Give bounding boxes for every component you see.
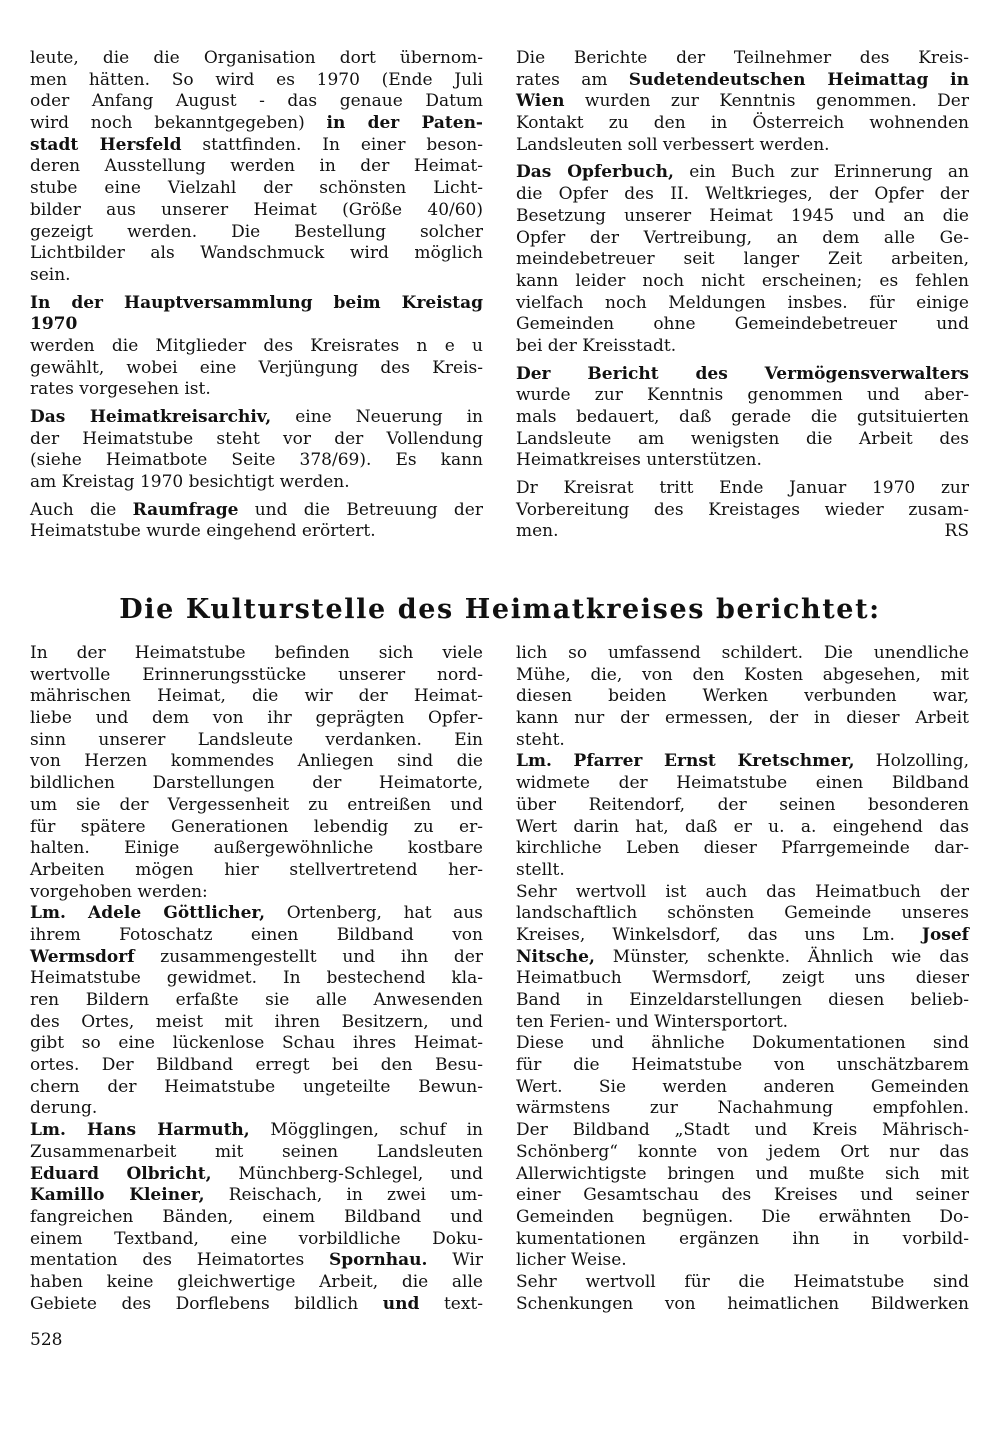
text: Heimatkreises unterstützen. [516, 450, 762, 471]
paragraph [30, 1120, 483, 1315]
text-line [516, 1120, 969, 1142]
bold-text: Kamillo Kleiner, [30, 1185, 205, 1206]
text: zusammengestellt und ihn der [134, 946, 483, 967]
paragraph [516, 162, 969, 357]
text-line [30, 429, 483, 451]
text-line [516, 1229, 969, 1251]
bold-text: Lm. Adele Göttlicher, [30, 903, 266, 924]
text: Reischach, in zwei um- [204, 1185, 484, 1206]
text: rates vorgesehen ist. [30, 379, 211, 400]
text: Heimatstube wurde eingehend erörtert. [30, 521, 376, 542]
text-line [516, 773, 969, 795]
text: text- [419, 1293, 483, 1314]
text: Wert darin hat, daß er u. a. eingehend das [516, 816, 969, 837]
text: chern der Heimatstube ungeteilte Bewun- [30, 1076, 483, 1097]
text-line [30, 795, 483, 817]
text: leute, die die Organisation dort übernom- [30, 48, 483, 68]
text: steht. [516, 729, 565, 750]
text: Opfer der Vertreibung, an dem alle Ge- [516, 227, 969, 248]
text-line [516, 48, 969, 70]
bold-text: Lm. Pfarrer Ernst Kretschmer, [516, 751, 855, 772]
text-line [30, 1164, 483, 1186]
text-line [30, 1294, 483, 1316]
text-line [516, 162, 969, 184]
text-line [30, 1185, 483, 1207]
text: derung. [30, 1098, 98, 1119]
text: deren Ausstellung werden in der Heimat- [30, 156, 483, 177]
text-line [30, 379, 483, 401]
bottom-left-column [30, 643, 483, 1315]
text: mals bedauert, daß gerade die gutsituierten [516, 407, 969, 427]
text-line [30, 1033, 483, 1055]
paragraph [516, 882, 969, 1034]
text-line [516, 206, 969, 228]
text-line [30, 1012, 483, 1034]
text-line [516, 1077, 969, 1099]
text-line [30, 358, 483, 380]
text-line [516, 521, 969, 543]
text: für die Heimatstube von unschätzbarem [516, 1055, 969, 1076]
text: Gemeinden begnügen. Die erwähnten Do- [516, 1206, 969, 1227]
text-line [30, 222, 483, 244]
text: Besetzung unserer Heimat 1945 und an die [516, 205, 969, 226]
text: wird noch bekanntgegeben) [30, 113, 327, 134]
text: sein. [30, 264, 71, 285]
text-line [516, 293, 969, 315]
bold-text: stadt Hersfeld [30, 134, 182, 155]
text: ten Ferien- und Wintersportort. [516, 1011, 789, 1032]
text-line [30, 751, 483, 773]
text-line [30, 882, 483, 904]
text-line [516, 364, 969, 386]
text: kirchliche Leben dieser Pfarrgemeinde dar- [516, 838, 969, 859]
text-line [516, 113, 969, 135]
text: Kontakt zu den in Österreich wohnenden [516, 113, 969, 134]
text-line [30, 1098, 483, 1120]
author-signature: RS [944, 521, 969, 542]
text-line [30, 1207, 483, 1229]
text: wertvolle Erinnerungsstücke unserer nord- [30, 664, 483, 685]
text: die Opfer des II. Weltkrieges, der Opfer der [516, 184, 969, 205]
text-line [516, 407, 969, 429]
text-line [30, 70, 483, 92]
text: licher Weise. [516, 1250, 627, 1271]
text-line [516, 968, 969, 990]
text: liebe und dem von ihr geprägten Opfer- [30, 708, 483, 729]
text: mährischen Heimat, die wir der Heimat- [30, 686, 483, 707]
text: Schönberg“ konnte von jedem Ort nur das [516, 1141, 969, 1162]
text: einer Gesamtschau des Kreises und seiner [516, 1185, 969, 1206]
text: der Heimatstube steht vor der Vollendung [30, 428, 483, 449]
text-line [30, 773, 483, 795]
text: wurde zur Kenntnis genommen und aber- [516, 385, 969, 406]
bold-text: Das Opferbuch, [516, 162, 674, 183]
text-line [516, 665, 969, 687]
text: am Kreistag 1970 besichtigt werden. [30, 472, 350, 493]
text-line [30, 947, 483, 969]
text-line [30, 407, 483, 429]
text-line [516, 1164, 969, 1186]
text-line [30, 1229, 483, 1251]
text: gezeigt werden. Die Bestellung solcher [30, 221, 483, 242]
text: Wir [427, 1250, 483, 1271]
text: stellt. [516, 859, 565, 880]
text-line [30, 472, 483, 494]
text: lich so umfassend schildert. Die unendliche [516, 643, 969, 663]
text-line [516, 429, 969, 451]
text: Zusammenarbeit mit seinen Landsleuten [30, 1141, 483, 1162]
text-line [516, 838, 969, 860]
text-line [516, 336, 969, 358]
text-line [30, 925, 483, 947]
text: Landsleuten soll verbessert werden. [516, 134, 830, 155]
text: Gemeinden ohne Gemeindebetreuer und [516, 314, 969, 335]
text: Der Bildband „Stadt und Kreis Mährisch- [516, 1120, 969, 1141]
text: Sehr wertvoll ist auch das Heimatbuch der [516, 881, 969, 902]
text: bilder aus unserer Heimat (Größe 40/60) [30, 199, 483, 220]
text-line [30, 1272, 483, 1294]
text: Auch die [30, 499, 133, 520]
text-line [30, 178, 483, 200]
text: Band in Einzeldarstellungen diesen belieb- [516, 990, 969, 1010]
text: einem Textband, eine vorbildliche Doku- [30, 1228, 483, 1249]
bold-text: Sudetendeutschen Heimattag in [628, 69, 969, 90]
bold-text: Der Bericht des Vermögensverwalters [516, 363, 969, 384]
paragraph [30, 903, 483, 1120]
text-line [30, 990, 483, 1012]
bold-text: Josef [921, 924, 969, 945]
text: In der Heimatstube befinden sich viele [30, 643, 483, 663]
text-line [516, 271, 969, 293]
top-left-column [30, 48, 483, 549]
text: und die Betreuung der [238, 499, 483, 520]
text-line [516, 817, 969, 839]
text-line [516, 730, 969, 752]
text-line [516, 882, 969, 904]
paragraph [516, 1033, 969, 1272]
text: widmete der Heimatstube einen Bildband [516, 773, 969, 794]
bold-text: Wermsdorf [30, 946, 135, 967]
text-line [516, 1185, 969, 1207]
text-line [516, 1012, 969, 1034]
text: ihrem Fotoschatz einen Bildband von [30, 924, 483, 945]
bold-text: 1970 [30, 314, 78, 335]
text-line [30, 200, 483, 222]
text: Allerwichtigste bringen und mußte sich mit [516, 1163, 969, 1184]
paragraph [30, 407, 483, 494]
text-line [516, 925, 969, 947]
text-line [516, 686, 969, 708]
text-line [516, 450, 969, 472]
text-line [30, 48, 483, 70]
text-line [30, 156, 483, 178]
text: werden die Mitglieder des Kreisrates n e u [30, 335, 483, 356]
bold-text: Eduard Olbricht, [30, 1163, 212, 1184]
text-line [30, 1077, 483, 1099]
text: fangreichen Bänden, einem Bildband und [30, 1206, 483, 1227]
text-line [516, 135, 969, 157]
bold-text: Lm. Hans Harmuth, [30, 1120, 250, 1141]
text-line [516, 1250, 969, 1272]
text: Münchberg-Schlegel, und [211, 1163, 483, 1184]
page-number: 528 [30, 1330, 63, 1350]
text: Schenkungen von heimatlichen Bildwerken [516, 1293, 969, 1314]
text-line [30, 314, 483, 336]
text: haben keine gleichwertige Arbeit, die alle [30, 1271, 483, 1292]
paragraph [516, 751, 969, 881]
text: kann nur der ermessen, der in dieser Arbeit [516, 708, 969, 729]
text-line [30, 968, 483, 990]
text-line [516, 903, 969, 925]
text-line [516, 1207, 969, 1229]
text: gewählt, wobei eine Verjüngung des Kreis- [30, 357, 483, 378]
text-line [516, 1098, 969, 1120]
text: ren Bildern erfaßte sie alle Anwesenden [30, 990, 483, 1010]
text-line [516, 500, 969, 522]
bold-text: und [382, 1293, 420, 1314]
text: Heimatbuch Wermsdorf, zeigt uns dieser [516, 968, 969, 989]
text-line [516, 70, 969, 92]
text: men. [516, 521, 559, 542]
text: Ortenberg, hat aus [265, 903, 483, 924]
bold-text: Wien [516, 91, 565, 112]
text: bildlichen Darstellungen der Heimatorte, [30, 773, 483, 794]
text: wurden zur Kenntnis genommen. Der [564, 91, 969, 112]
text-line [30, 730, 483, 752]
text-line [30, 113, 483, 135]
text-line [30, 817, 483, 839]
paragraph [516, 48, 969, 156]
text-line [30, 336, 483, 358]
paragraph [516, 364, 969, 472]
text: Kreises, Winkelsdorf, das uns Lm. [516, 924, 922, 945]
text-line [516, 1142, 969, 1164]
text-line [30, 500, 483, 522]
text: meindebetreuer seit langer Zeit arbeiten, [516, 249, 969, 270]
text: halten. Einige außergewöhnliche kostbare [30, 838, 483, 859]
text-line [516, 1272, 969, 1294]
bottom-right-column [516, 643, 969, 1315]
text: mentation des Heimatortes [30, 1250, 329, 1271]
text-line [516, 860, 969, 882]
text: oder Anfang August - das genaue Datum [30, 91, 483, 112]
paragraph [30, 643, 483, 903]
text: stube eine Vielzahl der schönsten Licht- [30, 178, 483, 199]
text: kann leider noch nicht erscheinen; es fehlen [516, 270, 969, 291]
paragraph [30, 48, 483, 287]
text-line [516, 990, 969, 1012]
text-line [516, 708, 969, 730]
paragraph [516, 643, 969, 751]
text: vorgehoben werden: [30, 881, 208, 902]
text: diesen beiden Werken verbunden war, [516, 686, 969, 707]
text-line [516, 314, 969, 336]
text: Mögglingen, schuf in [249, 1120, 484, 1141]
text-line [516, 947, 969, 969]
text-line [516, 385, 969, 407]
text-line [30, 665, 483, 687]
text-line [30, 91, 483, 113]
bold-text: In der Hauptversammlung beim Kreistag [30, 292, 483, 313]
text: um sie der Vergessenheit zu entreißen und [30, 794, 483, 815]
text: bei der Kreisstadt. [516, 335, 677, 356]
bold-text: Das Heimatkreisarchiv, [30, 407, 272, 427]
text: Gebiete des Dorflebens bildlich [30, 1293, 383, 1314]
text-line [516, 795, 969, 817]
text-line [516, 751, 969, 773]
text: Arbeiten mögen hier stellvertretend her- [30, 859, 483, 880]
text: men hätten. So wird es 1970 (Ende Juli [30, 69, 483, 90]
text-line [516, 1033, 969, 1055]
text: Münster, schenkte. Ähnlich wie das [594, 946, 969, 967]
text-line [30, 903, 483, 925]
text: landschaftlich schönsten Gemeinde unseres [516, 903, 969, 924]
text: Vorbereitung des Kreistages wieder zusam- [516, 499, 969, 520]
text-line [516, 249, 969, 271]
bold-text: Nitsche, [516, 946, 595, 967]
text-line [30, 243, 483, 265]
text: Landsleute am wenigsten die Arbeit des [516, 428, 969, 449]
text: für spätere Generationen lebendig zu er- [30, 816, 483, 837]
text: wärmstens zur Nachahmung empfohlen. [516, 1098, 969, 1119]
text: ortes. Der Bildband erregt bei den Besu- [30, 1055, 483, 1076]
text-line [30, 1142, 483, 1164]
text: Lichtbilder als Wandschmuck wird möglich [30, 243, 483, 264]
text-line [30, 1120, 483, 1142]
text: Diese und ähnliche Dokumentationen sind [516, 1033, 969, 1054]
text-line [516, 1294, 969, 1316]
text-line [516, 643, 969, 665]
text-line [30, 1250, 483, 1272]
text-line [516, 228, 969, 250]
text: eine Neuerung in [271, 407, 483, 427]
text: Sehr wertvoll für die Heimatstube sind [516, 1271, 969, 1292]
text: kumentationen ergänzen ihn in vorbild- [516, 1228, 969, 1249]
text-line [30, 265, 483, 287]
text: stattfinden. In einer beson- [181, 134, 483, 155]
text: über Reitendorf, der seinen besonderen [516, 794, 969, 815]
bold-text: Raumfrage [132, 499, 239, 520]
text-line [30, 860, 483, 882]
paragraph [516, 1272, 969, 1315]
text: Holzolling, [854, 751, 969, 772]
text: rates am [516, 69, 629, 90]
text: (siehe Heimatbote Seite 378/69). Es kann [30, 450, 483, 471]
text-line [516, 478, 969, 500]
text-line [516, 184, 969, 206]
text: sinn unserer Landsleute verdanken. Ein [30, 729, 483, 750]
text-line [30, 450, 483, 472]
text-line [30, 686, 483, 708]
text-line [30, 293, 483, 315]
section-heading: Die Kulturstelle des Heimatkreises berichtet: [119, 594, 881, 625]
text: ein Buch zur Erinnerung an [673, 162, 969, 183]
paragraph [516, 478, 969, 543]
bold-text: in der Paten- [326, 113, 483, 134]
text: Wert. Sie werden anderen Gemeinden [516, 1076, 969, 1097]
bold-text: Spornhau. [328, 1250, 428, 1271]
text: Die Berichte der Teilnehmer des Kreis- [516, 48, 969, 68]
text: Mühe, die, von den Kosten abgesehen, mit [516, 664, 969, 685]
text: Heimatstube gewidmet. In bestechend kla- [30, 968, 483, 989]
top-right-column [516, 48, 969, 549]
text-line [30, 643, 483, 665]
text-line [30, 708, 483, 730]
text: vielfach noch Meldungen insbes. für einige [516, 292, 969, 313]
text: des Ortes, meist mit ihren Besitzern, und [30, 1011, 483, 1032]
text: von Herzen kommendes Anliegen sind die [30, 751, 483, 772]
text-line [516, 91, 969, 113]
paragraph [30, 293, 483, 401]
text-line [30, 135, 483, 157]
text-line [30, 838, 483, 860]
text-line [30, 1055, 483, 1077]
paragraph [30, 500, 483, 543]
text: Dr Kreisrat tritt Ende Januar 1970 zur [516, 478, 969, 499]
text-line [516, 1055, 969, 1077]
text: gibt so eine lückenlose Schau ihres Heimat- [30, 1033, 483, 1054]
text-line [30, 521, 483, 543]
